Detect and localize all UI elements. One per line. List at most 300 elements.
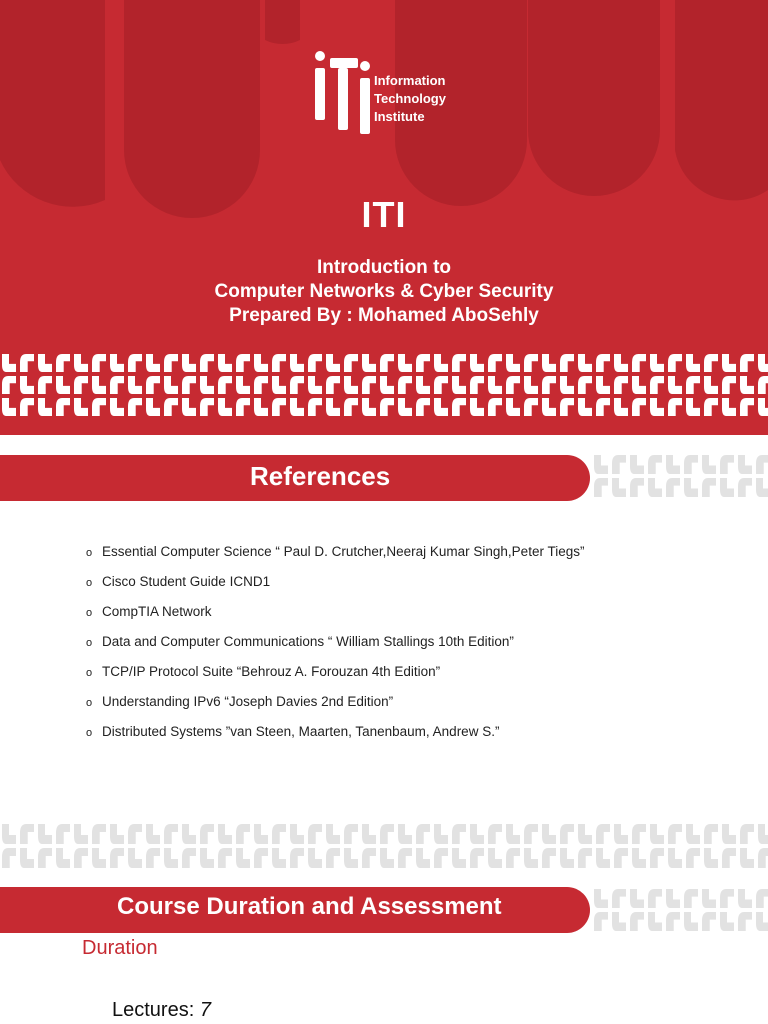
pattern-tile bbox=[686, 398, 700, 416]
pattern-tile bbox=[290, 376, 304, 394]
pattern-tile bbox=[470, 398, 484, 416]
pattern-tile bbox=[668, 398, 682, 416]
pattern-tile bbox=[344, 376, 358, 394]
pattern-tile bbox=[74, 398, 88, 416]
pattern-tile bbox=[506, 848, 520, 868]
pattern-tile bbox=[630, 455, 644, 474]
pattern-tile bbox=[756, 455, 768, 474]
pattern-tile bbox=[684, 478, 698, 497]
pattern-tile bbox=[56, 398, 70, 416]
subtitle-line-2: Computer Networks & Cyber Security bbox=[214, 281, 554, 302]
pattern-tile bbox=[434, 398, 448, 416]
pattern-tile bbox=[182, 824, 196, 844]
pattern-tile bbox=[146, 398, 160, 416]
pattern-tile bbox=[758, 354, 768, 372]
pattern-tile bbox=[272, 354, 286, 372]
pattern-tile bbox=[398, 824, 412, 844]
list-item bbox=[86, 603, 584, 633]
pattern-tile bbox=[362, 398, 376, 416]
pattern-tile bbox=[720, 455, 734, 474]
reference-text: CompTIA Network bbox=[102, 604, 212, 619]
pattern-tile bbox=[20, 398, 34, 416]
pattern-tile bbox=[650, 848, 664, 868]
pattern-tile bbox=[756, 889, 768, 908]
pattern-tile bbox=[740, 398, 754, 416]
pattern-tile bbox=[434, 848, 448, 868]
pattern-tile bbox=[20, 848, 34, 868]
list-item bbox=[86, 633, 584, 663]
pattern-tile bbox=[684, 912, 698, 931]
pattern-tile bbox=[2, 848, 16, 868]
pattern-tile bbox=[722, 824, 736, 844]
pattern-tile bbox=[146, 376, 160, 394]
lectures-label: Lectures: bbox=[112, 999, 195, 1021]
pattern-tile bbox=[506, 398, 520, 416]
pattern-tile bbox=[398, 398, 412, 416]
pattern-tile bbox=[308, 354, 322, 372]
pattern-tile bbox=[612, 889, 626, 908]
pattern-tile bbox=[524, 824, 538, 844]
pattern-tile bbox=[290, 354, 304, 372]
pattern-tile bbox=[648, 478, 662, 497]
pattern-tile bbox=[254, 354, 268, 372]
pattern-tile bbox=[110, 376, 124, 394]
header-pattern-gray-2 bbox=[592, 887, 768, 933]
pattern-tile bbox=[524, 376, 538, 394]
pattern-tile bbox=[74, 354, 88, 372]
logo-line-institute: Institute bbox=[374, 109, 425, 124]
pattern-tile bbox=[92, 354, 106, 372]
pattern-tile bbox=[650, 398, 664, 416]
pattern-tile bbox=[92, 848, 106, 868]
pattern-tile bbox=[720, 889, 734, 908]
pattern-tile bbox=[632, 354, 646, 372]
pattern-tile bbox=[630, 889, 644, 908]
pattern-tile bbox=[722, 398, 736, 416]
pattern-tile bbox=[740, 354, 754, 372]
pattern-tile bbox=[704, 824, 718, 844]
slide-title: ITI bbox=[361, 194, 407, 235]
list-item bbox=[86, 663, 584, 693]
pattern-tile bbox=[452, 824, 466, 844]
reference-text: Essential Computer Science “ Paul D. Crutcher,Neeraj Kumar Singh,Peter Tiegs” bbox=[102, 544, 585, 559]
duration-label: Duration bbox=[82, 937, 158, 959]
pattern-tile bbox=[758, 398, 768, 416]
pattern-tile bbox=[218, 398, 232, 416]
pattern-tile bbox=[614, 848, 628, 868]
pattern-tile bbox=[326, 848, 340, 868]
pattern-tile bbox=[416, 398, 430, 416]
pattern-tile bbox=[380, 824, 394, 844]
pattern-tile bbox=[758, 848, 768, 868]
pattern-tile bbox=[578, 848, 592, 868]
reference-text: Data and Computer Communications “ William Stallings 10th Edition” bbox=[102, 634, 514, 649]
pattern-tile bbox=[632, 376, 646, 394]
list-item bbox=[86, 573, 584, 603]
pattern-tile bbox=[578, 398, 592, 416]
pattern-tile bbox=[164, 398, 178, 416]
pattern-tile bbox=[236, 376, 250, 394]
pattern-tile bbox=[612, 912, 626, 931]
pattern-tile bbox=[20, 354, 34, 372]
pattern-tile bbox=[200, 354, 214, 372]
pattern-tile bbox=[666, 478, 680, 497]
pattern-tile bbox=[722, 376, 736, 394]
pattern-tile bbox=[128, 824, 142, 844]
pattern-tile bbox=[650, 354, 664, 372]
pattern-tile bbox=[74, 824, 88, 844]
pattern-tile bbox=[596, 376, 610, 394]
pattern-tile bbox=[596, 824, 610, 844]
decorative-pattern-band bbox=[0, 352, 768, 418]
pattern-tile bbox=[416, 354, 430, 372]
pattern-tile bbox=[560, 824, 574, 844]
pattern-tile bbox=[74, 376, 88, 394]
pattern-tile bbox=[686, 824, 700, 844]
pattern-tile bbox=[416, 376, 430, 394]
iti-logo-mark bbox=[310, 50, 374, 136]
pattern-tile bbox=[182, 848, 196, 868]
pattern-tile bbox=[632, 848, 646, 868]
pattern-tile bbox=[740, 376, 754, 394]
pattern-tile bbox=[344, 354, 358, 372]
reference-text: Understanding IPv6 “Joseph Davies 2nd Edition” bbox=[102, 694, 394, 709]
pattern-tile bbox=[236, 398, 250, 416]
pattern-tile bbox=[362, 824, 376, 844]
pattern-tile bbox=[164, 376, 178, 394]
pattern-tile bbox=[434, 376, 448, 394]
pattern-tile bbox=[702, 455, 716, 474]
pattern-tile bbox=[434, 824, 448, 844]
pattern-tile bbox=[92, 376, 106, 394]
pattern-tile bbox=[632, 398, 646, 416]
pattern-tile bbox=[704, 354, 718, 372]
bullet: o bbox=[86, 637, 93, 649]
pattern-tile bbox=[218, 848, 232, 868]
pattern-tile bbox=[38, 354, 52, 372]
pattern-tile bbox=[56, 848, 70, 868]
pattern-tile bbox=[2, 398, 16, 416]
pattern-tile bbox=[686, 354, 700, 372]
pattern-tile bbox=[524, 398, 538, 416]
pattern-tile bbox=[738, 478, 752, 497]
header-pattern-gray bbox=[592, 453, 768, 499]
pattern-tile bbox=[488, 824, 502, 844]
pattern-tile bbox=[488, 398, 502, 416]
pattern-tile bbox=[272, 398, 286, 416]
pattern-tile bbox=[488, 354, 502, 372]
pattern-tile bbox=[2, 354, 16, 372]
bullet: o bbox=[86, 547, 93, 559]
pattern-tile bbox=[542, 354, 556, 372]
pattern-tile bbox=[704, 398, 718, 416]
pattern-tile bbox=[236, 354, 250, 372]
pattern-tile bbox=[702, 478, 716, 497]
pattern-tile bbox=[738, 889, 752, 908]
pattern-tile bbox=[290, 398, 304, 416]
pattern-tile bbox=[666, 912, 680, 931]
pattern-tile bbox=[362, 848, 376, 868]
pattern-tile bbox=[668, 848, 682, 868]
pattern-tile bbox=[272, 848, 286, 868]
pattern-tile bbox=[308, 376, 322, 394]
pattern-tile bbox=[182, 398, 196, 416]
pattern-tile bbox=[650, 824, 664, 844]
pattern-tile bbox=[20, 376, 34, 394]
pattern-tile bbox=[398, 848, 412, 868]
pattern-tile bbox=[686, 848, 700, 868]
pattern-tile bbox=[272, 824, 286, 844]
pattern-tile bbox=[164, 824, 178, 844]
pattern-tile bbox=[684, 889, 698, 908]
pattern-tile bbox=[164, 848, 178, 868]
pattern-tile bbox=[612, 478, 626, 497]
pattern-tile bbox=[722, 848, 736, 868]
pattern-tile bbox=[758, 824, 768, 844]
pattern-tile bbox=[470, 376, 484, 394]
pattern-tile bbox=[308, 824, 322, 844]
pattern-tile bbox=[452, 398, 466, 416]
pattern-tile bbox=[38, 398, 52, 416]
pattern-tile bbox=[488, 376, 502, 394]
pattern-tile bbox=[614, 398, 628, 416]
subtitle-line-1: Introduction to bbox=[316, 257, 452, 278]
pattern-tile bbox=[344, 398, 358, 416]
pattern-tile bbox=[398, 354, 412, 372]
pattern-tile bbox=[200, 824, 214, 844]
course-duration-heading: Course Duration and Assessment bbox=[117, 893, 502, 920]
pattern-tile bbox=[326, 376, 340, 394]
pattern-tile bbox=[164, 354, 178, 372]
pattern-tile bbox=[452, 848, 466, 868]
pattern-tile bbox=[594, 912, 608, 931]
pattern-tile bbox=[542, 824, 556, 844]
pattern-tile bbox=[594, 455, 608, 474]
references-slide bbox=[0, 453, 768, 813]
lectures-value: 7 bbox=[199, 999, 211, 1021]
pattern-tile bbox=[596, 398, 610, 416]
pattern-tile bbox=[630, 912, 644, 931]
pattern-tile bbox=[56, 354, 70, 372]
pattern-tile bbox=[756, 478, 768, 497]
pattern-tile bbox=[668, 354, 682, 372]
pattern-tile bbox=[380, 376, 394, 394]
pattern-tile bbox=[560, 848, 574, 868]
pattern-tile bbox=[380, 848, 394, 868]
pattern-tile bbox=[578, 824, 592, 844]
references-heading: References bbox=[250, 461, 391, 491]
pattern-tile bbox=[110, 824, 124, 844]
pattern-tile bbox=[578, 354, 592, 372]
course-duration-slide bbox=[0, 875, 768, 1024]
pattern-tile bbox=[578, 376, 592, 394]
pattern-tile bbox=[542, 398, 556, 416]
pattern-tile bbox=[254, 824, 268, 844]
pattern-tile bbox=[596, 354, 610, 372]
pattern-tile bbox=[470, 354, 484, 372]
pattern-tile bbox=[702, 889, 716, 908]
pattern-tile bbox=[720, 478, 734, 497]
pattern-tile bbox=[416, 848, 430, 868]
bullet: o bbox=[86, 667, 93, 679]
pattern-tile bbox=[218, 824, 232, 844]
pattern-tile bbox=[452, 354, 466, 372]
pattern-tile bbox=[648, 912, 662, 931]
pattern-tile bbox=[38, 848, 52, 868]
bullet: o bbox=[86, 607, 93, 619]
pattern-tile bbox=[254, 848, 268, 868]
pattern-tile bbox=[740, 824, 754, 844]
pattern-tile bbox=[128, 354, 142, 372]
pattern-tile bbox=[2, 824, 16, 844]
pattern-tile bbox=[344, 824, 358, 844]
pattern-tile bbox=[524, 354, 538, 372]
pattern-tile bbox=[416, 824, 430, 844]
pattern-tile bbox=[2, 376, 16, 394]
pattern-tile bbox=[542, 376, 556, 394]
bullet: o bbox=[86, 577, 93, 589]
pattern-tile bbox=[740, 848, 754, 868]
pattern-tile bbox=[684, 455, 698, 474]
pattern-tile bbox=[758, 376, 768, 394]
pattern-tile bbox=[594, 889, 608, 908]
bullet: o bbox=[86, 727, 93, 739]
pattern-tile bbox=[686, 376, 700, 394]
pattern-tile bbox=[290, 848, 304, 868]
pattern-tile bbox=[254, 376, 268, 394]
pattern-tile bbox=[434, 354, 448, 372]
pattern-tile bbox=[380, 398, 394, 416]
pattern-tile bbox=[236, 824, 250, 844]
pattern-tile bbox=[362, 376, 376, 394]
pattern-tile bbox=[452, 376, 466, 394]
pattern-tile bbox=[74, 848, 88, 868]
pattern-tile bbox=[398, 376, 412, 394]
pattern-tile bbox=[506, 824, 520, 844]
reference-text: Cisco Student Guide ICND1 bbox=[102, 574, 271, 589]
pattern-tile bbox=[362, 354, 376, 372]
pattern-tile bbox=[146, 848, 160, 868]
pattern-tile bbox=[506, 354, 520, 372]
pattern-tile bbox=[254, 398, 268, 416]
pattern-tile bbox=[326, 824, 340, 844]
pattern-tile bbox=[308, 848, 322, 868]
pattern-tile bbox=[614, 376, 628, 394]
logo-line-information: Information bbox=[374, 73, 446, 88]
logo-wordmark bbox=[374, 72, 446, 126]
pattern-tile bbox=[128, 376, 142, 394]
pattern-tile bbox=[380, 354, 394, 372]
lectures-line bbox=[112, 999, 211, 1022]
pattern-tile bbox=[668, 824, 682, 844]
pattern-tile bbox=[344, 848, 358, 868]
pattern-tile bbox=[200, 398, 214, 416]
pattern-tile bbox=[648, 455, 662, 474]
pattern-tile bbox=[506, 376, 520, 394]
logo-line-technology: Technology bbox=[374, 91, 446, 106]
list-item bbox=[86, 723, 584, 753]
pattern-tile bbox=[666, 889, 680, 908]
list-item bbox=[86, 693, 584, 723]
list-item bbox=[86, 543, 584, 573]
pattern-tile bbox=[218, 354, 232, 372]
references-list bbox=[86, 543, 584, 753]
reference-text: TCP/IP Protocol Suite “Behrouz A. Forouzan 4th Edition” bbox=[102, 664, 441, 679]
pattern-tile bbox=[470, 848, 484, 868]
pattern-tile bbox=[668, 376, 682, 394]
pattern-tile bbox=[614, 824, 628, 844]
pattern-tile bbox=[38, 824, 52, 844]
pattern-tile bbox=[38, 376, 52, 394]
pattern-tile bbox=[182, 376, 196, 394]
pattern-tile bbox=[110, 848, 124, 868]
pattern-tile bbox=[614, 354, 628, 372]
pattern-tile bbox=[704, 376, 718, 394]
pattern-tile bbox=[236, 848, 250, 868]
pattern-tile bbox=[738, 455, 752, 474]
pattern-tile bbox=[722, 354, 736, 372]
pattern-tile bbox=[128, 398, 142, 416]
pattern-tile bbox=[92, 398, 106, 416]
pattern-tile bbox=[560, 376, 574, 394]
pattern-tile bbox=[630, 478, 644, 497]
pattern-tile bbox=[308, 398, 322, 416]
gray-pattern-band bbox=[0, 822, 768, 870]
pattern-tile bbox=[720, 912, 734, 931]
pattern-tile bbox=[702, 912, 716, 931]
pattern-tile bbox=[200, 848, 214, 868]
slide-separator bbox=[0, 435, 768, 453]
pattern-tile bbox=[648, 889, 662, 908]
pattern-tile bbox=[128, 848, 142, 868]
pattern-tile bbox=[56, 376, 70, 394]
pattern-tile bbox=[666, 455, 680, 474]
pattern-tile bbox=[524, 848, 538, 868]
title-slide bbox=[0, 0, 768, 435]
pattern-tile bbox=[92, 824, 106, 844]
pattern-tile bbox=[326, 398, 340, 416]
reference-text: Distributed Systems ”van Steen, Maarten, Tanenbaum, Andrew S.” bbox=[102, 724, 500, 739]
pattern-tile bbox=[326, 354, 340, 372]
pattern-tile bbox=[470, 824, 484, 844]
bullet: o bbox=[86, 697, 93, 709]
pattern-tile bbox=[612, 455, 626, 474]
pattern-tile bbox=[596, 848, 610, 868]
pattern-tile bbox=[560, 398, 574, 416]
pattern-tile bbox=[110, 398, 124, 416]
pattern-tile bbox=[290, 824, 304, 844]
pattern-tile bbox=[756, 912, 768, 931]
pattern-tile bbox=[704, 848, 718, 868]
pattern-tile bbox=[20, 824, 34, 844]
pattern-tile bbox=[738, 912, 752, 931]
pattern-tile bbox=[632, 824, 646, 844]
pattern-tile bbox=[146, 824, 160, 844]
subtitle-line-3: Prepared By : Mohamed AboSehly bbox=[229, 305, 539, 326]
pattern-tile bbox=[560, 354, 574, 372]
pattern-tile bbox=[218, 376, 232, 394]
pattern-tile bbox=[594, 478, 608, 497]
pattern-tile bbox=[542, 848, 556, 868]
pattern-tile bbox=[272, 376, 286, 394]
pattern-tile bbox=[488, 848, 502, 868]
pattern-tile bbox=[110, 354, 124, 372]
pattern-tile bbox=[56, 824, 70, 844]
pattern-tile bbox=[182, 354, 196, 372]
pattern-tile bbox=[200, 376, 214, 394]
pattern-tile bbox=[650, 376, 664, 394]
pattern-tile bbox=[146, 354, 160, 372]
